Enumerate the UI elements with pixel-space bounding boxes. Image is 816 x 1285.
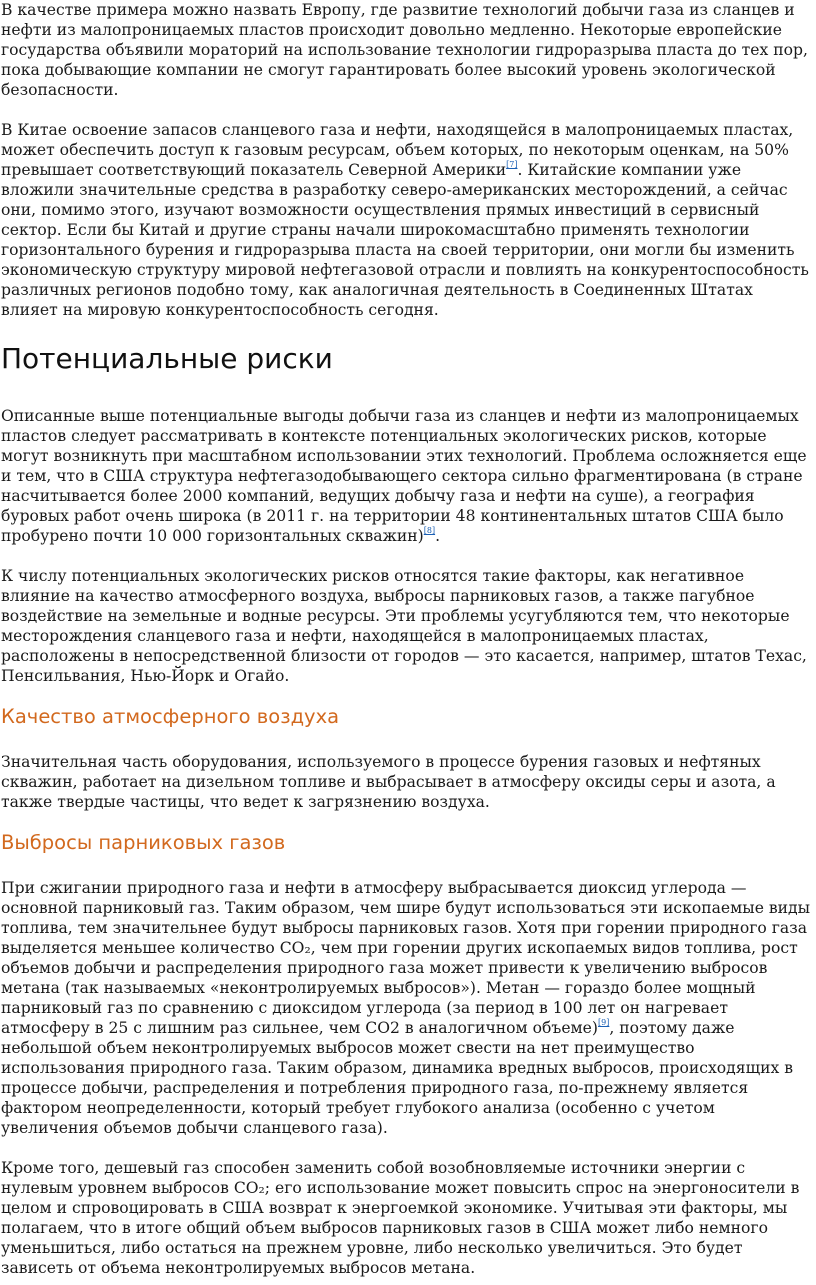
footnote-ref-7[interactable] — [506, 160, 517, 169]
section-heading-risks: Потенциальные риски — [1, 342, 333, 375]
paragraph-air-quality: Значительная часть оборудования, используемого в процессе бурения газовых и нефтяных скважин, работает на дизельном топливе и выбрасывает в атмосферу оксиды серы и азота, а также твердые частицы, что ведет к загрязнению воздуха. — [1, 753, 776, 811]
paragraph-risks-intro — [1, 406, 812, 546]
paragraph-greenhouse-text-1: При сжигании природного газа и нефти в атмосферу выбрасывается диоксид углерода — основной парниковый газ. Таким образом, чем шире будут использоваться эти ископаемые виды топлива, тем значительнее будут выбросы парниковых газов. Хотя при горении природного газа выделяется меньшее количество СО₂, чем при горении других ископаемых видов топлива, рост объемов добычи и распределения природного газа может привести к увеличению выбросов метана (так называемых «неконтролируемых выбросов»). Метан — гораздо более мощный парниковый газ по сравнению с диоксидом углерода (за период в 100 лет он нагревает атмосферу в 25 с лишним раз сильнее, чем СО2 в аналогичном объеме) — [1, 879, 811, 1037]
footnote-link-8[interactable]: [8] — [423, 526, 436, 535]
subheading-air-quality: Качество атмосферного воздуха — [1, 705, 340, 728]
paragraph-risks-intro-text-2: . — [435, 527, 441, 545]
paragraph-risks-intro-text-1: Описанные выше потенциальные выгоды добычи газа из сланцев и нефти из малопроницаемых пластов следует рассматривать в контексте потенциальных экологических рисков, которые могут возникнуть при масштабном использовании этих технологий. Проблема осложняется еще и тем, что в США структура нефтегазодобывающего сектора сильно фрагментирована (в стране насчитывается более 2000 компаний, ведущих добычу газа и нефти на суше), а география буровых работ очень широка (в 2011 г. на территории 48 континентальных штатов США было пробурено почти 10 000 горизонтальных скважин) — [1, 407, 807, 545]
footnote-ref-8[interactable] — [424, 526, 435, 535]
footnote-ref-9[interactable] — [598, 1018, 609, 1027]
paragraph-europe: В качестве примера можно назвать Европу, где развитие технологий добычи газа из сланцев и нефти из малопроницаемых пластов происходит довольно медленно. Некоторые европейские государства объявили мораторий на использование технологии гидроразрыва пласта до тех пор, пока добывающие компании не смогут гарантировать более высокий уровень экологической безопасности. — [1, 1, 808, 99]
footnote-link-7[interactable]: [7] — [506, 160, 518, 169]
paragraph-risk-factors: К числу потенциальных экологических рисков относятся такие факторы, как негативное влияние на качество атмосферного воздуха, выбросы парниковых газов, а также пагубное воздействие на земельные и водные ресурсы. Эти проблемы усугубляются тем, что некоторые месторождения сланцевого газа и нефти, находящейся в малопроницаемых пластах, расположены в непосредственной близости от городов — это касается, например, штатов Техас, Пенсильвания, Нью-Йорк и Огайо. — [1, 567, 807, 685]
paragraph-greenhouse-text-2: , поэтому даже небольшой объем неконтролируемых выбросов может свести на нет преимущество использования природного газа. Таким образом, динамика вредных выбросов, происходящих в процессе добычи, распределения и потребления природного газа, по-прежнему является фактором неопределенности, который требует глубокого анализа (особенно с учетом увеличения объемов добычи сланцевого газа). — [1, 1019, 794, 1137]
paragraph-china — [1, 120, 812, 320]
paragraph-china-text-1: В Китае освоение запасов сланцевого газа и нефти, находящейся в малопроницаемых пластах, может обеспечить доступ к газовым ресурсам, объем которых, по некоторым оценкам, на 50% превышает соответствующий показатель Северной Америки — [1, 121, 794, 179]
paragraph-china-text-2: . Китайские компании уже вложили значительные средства в разработку северо-американских месторождений, а сейчас они, помимо этого, изучают возможности осуществления прямых инвестиций в сервисный сектор. Если бы Китай и другие страны начали широкомасштабно применять технологии горизонтального бурения и гидроразрыва пласта на своей территории, они могли бы изменить экономическую структуру мировой нефтегазовой отрасли и повлиять на конкурентоспособность различных регионов подобно тому, как аналогичная деятельность в Соединенных Штатах влияет на мировую конкурентоспособность сегодня. — [1, 161, 809, 319]
footnote-link-9[interactable]: [9] — [598, 1018, 610, 1027]
subheading-greenhouse-gases: Выбросы парниковых газов — [1, 831, 286, 854]
paragraph-cheap-gas: Кроме того, дешевый газ способен заменить собой возобновляемые источники энергии с нулевым уровнем выбросов СО₂; его использование может повысить спрос на энергоносители в целом и спровоцировать в США возврат к энергоемкой экономике. Учитывая эти факторы, мы полагаем, что в итоге общий объем выбросов парниковых газов в США может либо немного уменьшиться, либо остаться на прежнем уровне, либо несколько увеличиться. Это будет зависеть от объема неконтролируемых выбросов метана. — [1, 1159, 800, 1277]
paragraph-greenhouse-gases — [1, 878, 812, 1138]
